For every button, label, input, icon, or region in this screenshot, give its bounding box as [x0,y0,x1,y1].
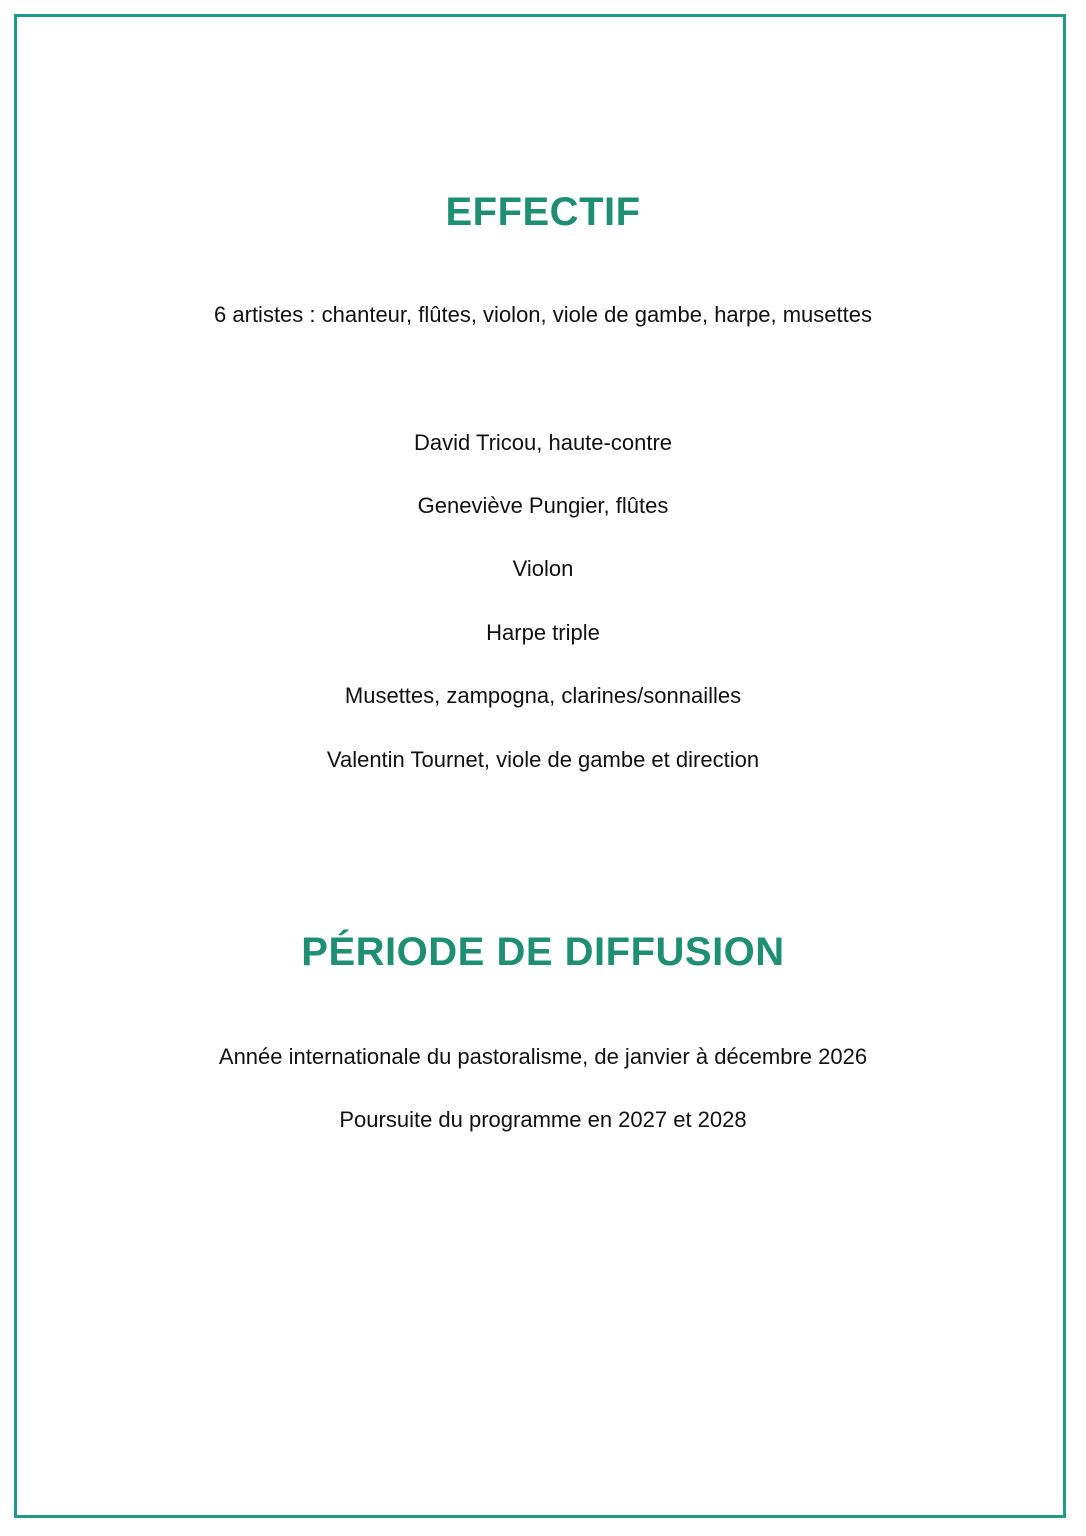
effectif-heading: EFFECTIF [445,190,641,234]
member-line: Geneviève Pungier, flûtes [417,493,669,518]
member-line: Valentin Tournet, viole de gambe et direction [326,747,760,772]
diffusion-line: Poursuite du programme en 2027 et 2028 [339,1107,747,1132]
member-line: Violon [512,556,574,581]
diffusion-line: Année internationale du pastoralisme, de janvier à décembre 2026 [218,1044,868,1069]
member-line: David Tricou, haute-contre [413,430,673,455]
effectif-summary: 6 artistes : chanteur, flûtes, violon, viole de gambe, harpe, musettes [214,302,872,327]
member-line: Harpe triple [486,620,600,645]
member-line: Musettes, zampogna, clarines/sonnailles [344,683,742,708]
diffusion-heading: PÉRIODE DE DIFFUSION [301,930,785,974]
